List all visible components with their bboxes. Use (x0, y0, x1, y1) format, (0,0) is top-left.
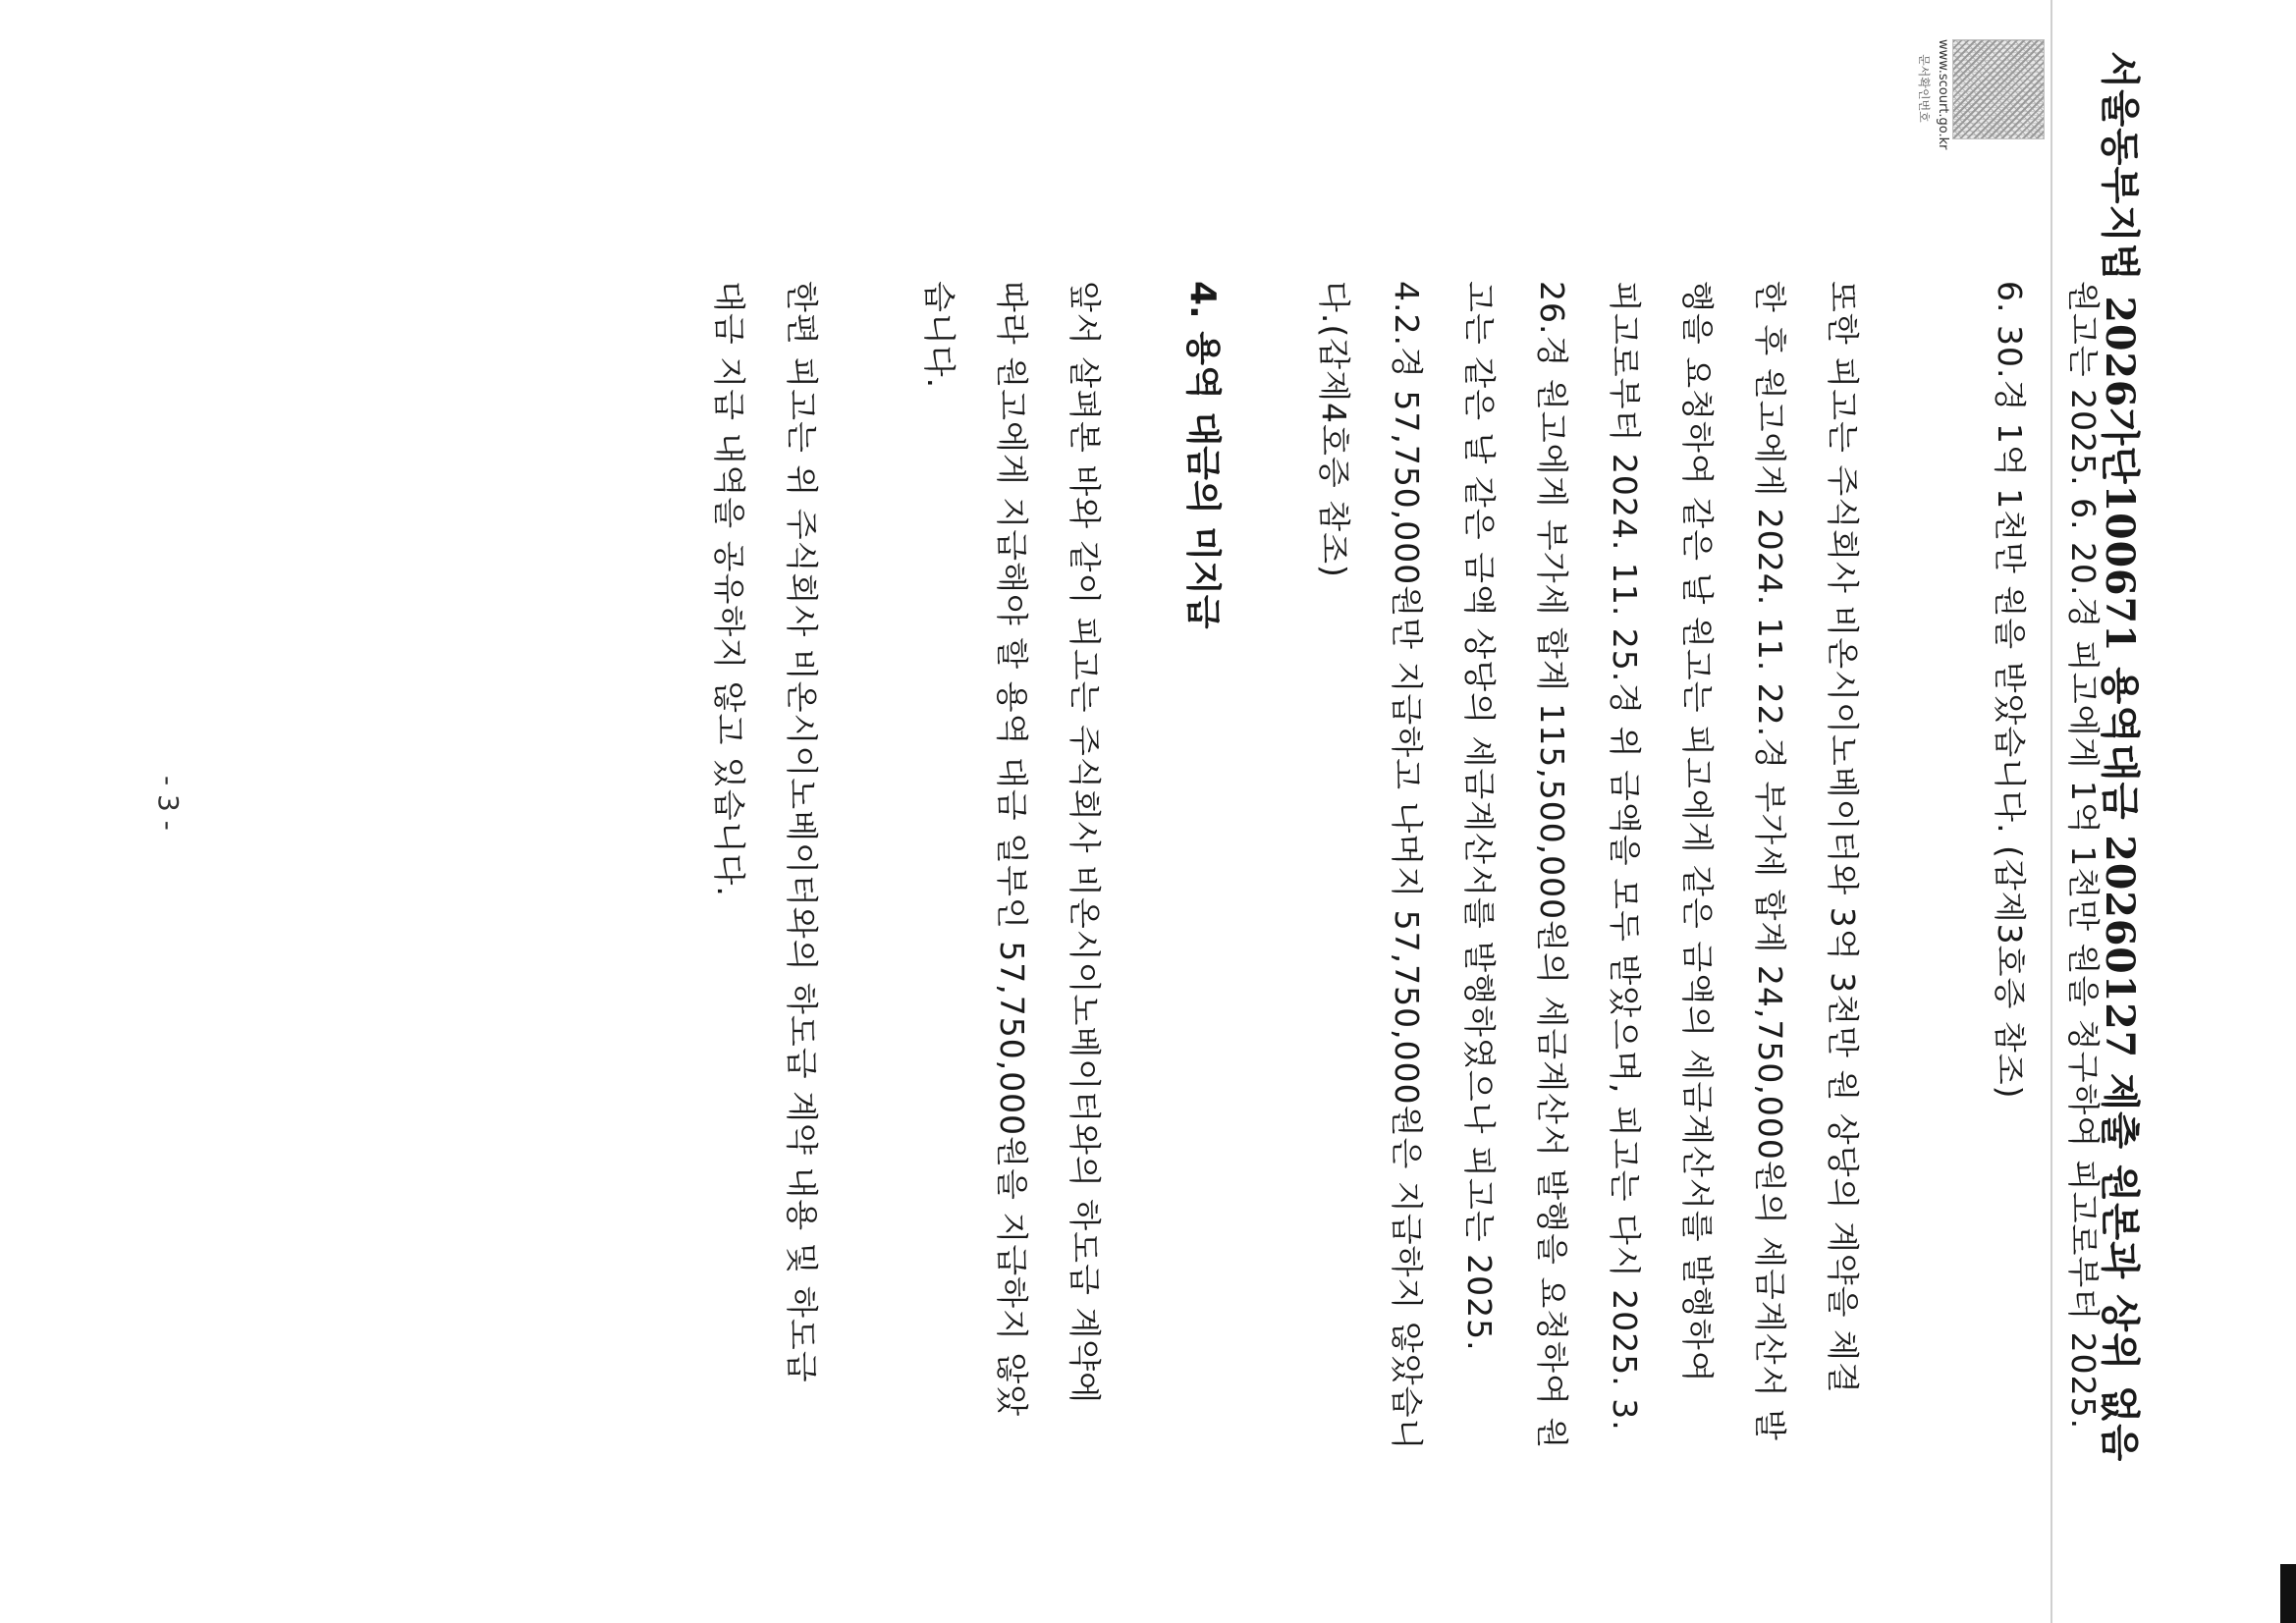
verification-qr-block (1907, 39, 2045, 150)
body-line: 6. 30.경 1억 1천만 원을 받았습니다. (갑제3호증 참조) (1991, 281, 2029, 1100)
body-line: 4.2.경 57,750,000원만 지급하고 나머지 57,750,000원은 지급하지 않았습니 (1388, 281, 1426, 1451)
section-heading: 4. 용역 대금의 미지급 (1182, 281, 1223, 629)
qr-code-icon (1952, 39, 2045, 139)
section-line: 대금 지급 내역을 공유하지 않고 있습니다. (710, 281, 748, 897)
header-divider (2050, 0, 2052, 1623)
court-certification-header: 서울동부지법 2026가단100671 용역대금 20260127 제출 원본과 상위 없음 (2097, 51, 2143, 1463)
body-line: 고는 같은 날 같은 금액 상당의 세금계산서를 발행하였으나 피고는 2025. (1460, 281, 1499, 1352)
body-line: 26.경 원고에게 부가세 합계 115,500,000원의 세금계산서 발행을 요청하여 원 (1533, 281, 1571, 1450)
body-line: 원고는 2025. 6. 20.경 피고에게 1억 1천만 원을 청구하여 피고로부터 2025. (2064, 281, 2103, 1431)
section-line: 한편 피고는 위 주식회사 비온시이노베이터와의 하도급 계약 내용 및 하도급 (783, 281, 821, 1383)
section-line: 따라 원고에게 지급해야 할 용역 대금 일부인 57,750,000원을 지급하지 않았 (993, 281, 1031, 1418)
section-line: 습니다. (920, 281, 958, 390)
body-line: 한 후 원고에게 2024. 11. 22.경 부가세 합계 24,750,000원의 세금계산서 발 (1751, 281, 1789, 1441)
scan-corner-mark (2280, 1564, 2296, 1623)
body-line: 피고로부터 2024. 11. 25.경 위 금액을 모두 받았으며, 피고는 다시 2025. 3. (1606, 281, 1644, 1432)
verification-url: www.scourt.go.kr (1936, 39, 1950, 150)
body-line: 다.(갑제4호증 참조) (1315, 281, 1353, 578)
body-line: 행을 요청하여 같은 날 원고는 피고에게 같은 금액의 세금계산서를 발행하여 (1678, 281, 1717, 1383)
page-number: - 3 - (152, 776, 185, 831)
section-line: 앞서 살펴본 바와 같이 피고는 주식회사 비온시이노베이터와의 하도급 계약에 (1066, 281, 1104, 1405)
body-line: 또한 피고는 주식회사 비온시이노베이터와 3억 3천만 원 상당의 계약을 체결 (1824, 281, 1862, 1394)
verification-caption: 문서확인번호 (1917, 54, 1931, 123)
